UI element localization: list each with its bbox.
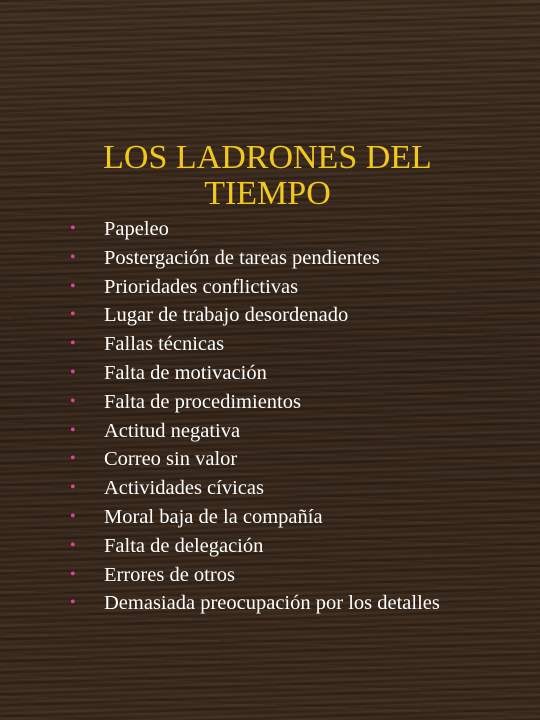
bullet-icon: • — [70, 536, 76, 554]
bullet-list — [70, 215, 530, 618]
bullet-icon: • — [70, 594, 76, 612]
bullet-icon: • — [70, 248, 76, 266]
bullet-icon: • — [70, 335, 76, 353]
list-item — [70, 503, 530, 532]
list-item-text: Actividades cívicas — [104, 477, 264, 500]
list-item — [70, 244, 530, 273]
list-item-text: Falta de delegación — [104, 534, 264, 557]
bullet-icon: • — [70, 565, 76, 583]
list-item-text: Postergación de tareas pendientes — [104, 246, 380, 269]
list-item — [70, 589, 530, 618]
list-item-text: Falta de motivación — [104, 361, 267, 384]
slide-title: LOS LADRONES DEL TIEMPO — [103, 139, 432, 212]
bullet-icon: • — [70, 220, 76, 237]
list-item — [70, 474, 530, 503]
list-item-text: Falta de procedimientos — [104, 390, 301, 413]
bullet-icon: • — [70, 507, 76, 525]
list-item-text: Actitud negativa — [104, 419, 241, 442]
list-item — [70, 445, 530, 474]
list-item — [70, 417, 530, 446]
list-item — [70, 359, 530, 388]
bullet-icon: • — [70, 392, 76, 410]
bullet-icon: • — [70, 479, 76, 497]
list-item-text: Errores de otros — [104, 563, 235, 586]
bullet-icon: • — [70, 277, 76, 295]
bullet-icon: • — [70, 450, 76, 468]
list-item — [70, 273, 530, 302]
list-item-text: Papeleo — [104, 218, 169, 240]
list-item — [70, 388, 530, 417]
list-item-text: Correo sin valor — [104, 448, 238, 471]
list-item-text: Fallas técnicas — [104, 333, 225, 356]
list-item-text: Demasiada preocupación por los detalles — [104, 592, 440, 615]
list-item — [70, 532, 530, 561]
list-item — [70, 215, 530, 244]
list-item-text: Moral baja de la compañía — [104, 505, 323, 528]
list-item — [70, 301, 530, 330]
list-item — [70, 330, 530, 359]
list-item — [70, 561, 530, 590]
bullet-icon: • — [70, 363, 76, 381]
list-item-text: Prioridades conflictivas — [104, 275, 299, 298]
bullet-icon: • — [70, 421, 76, 439]
bullet-icon: • — [70, 306, 76, 324]
list-item-text: Lugar de trabajo desordenado — [104, 304, 349, 327]
